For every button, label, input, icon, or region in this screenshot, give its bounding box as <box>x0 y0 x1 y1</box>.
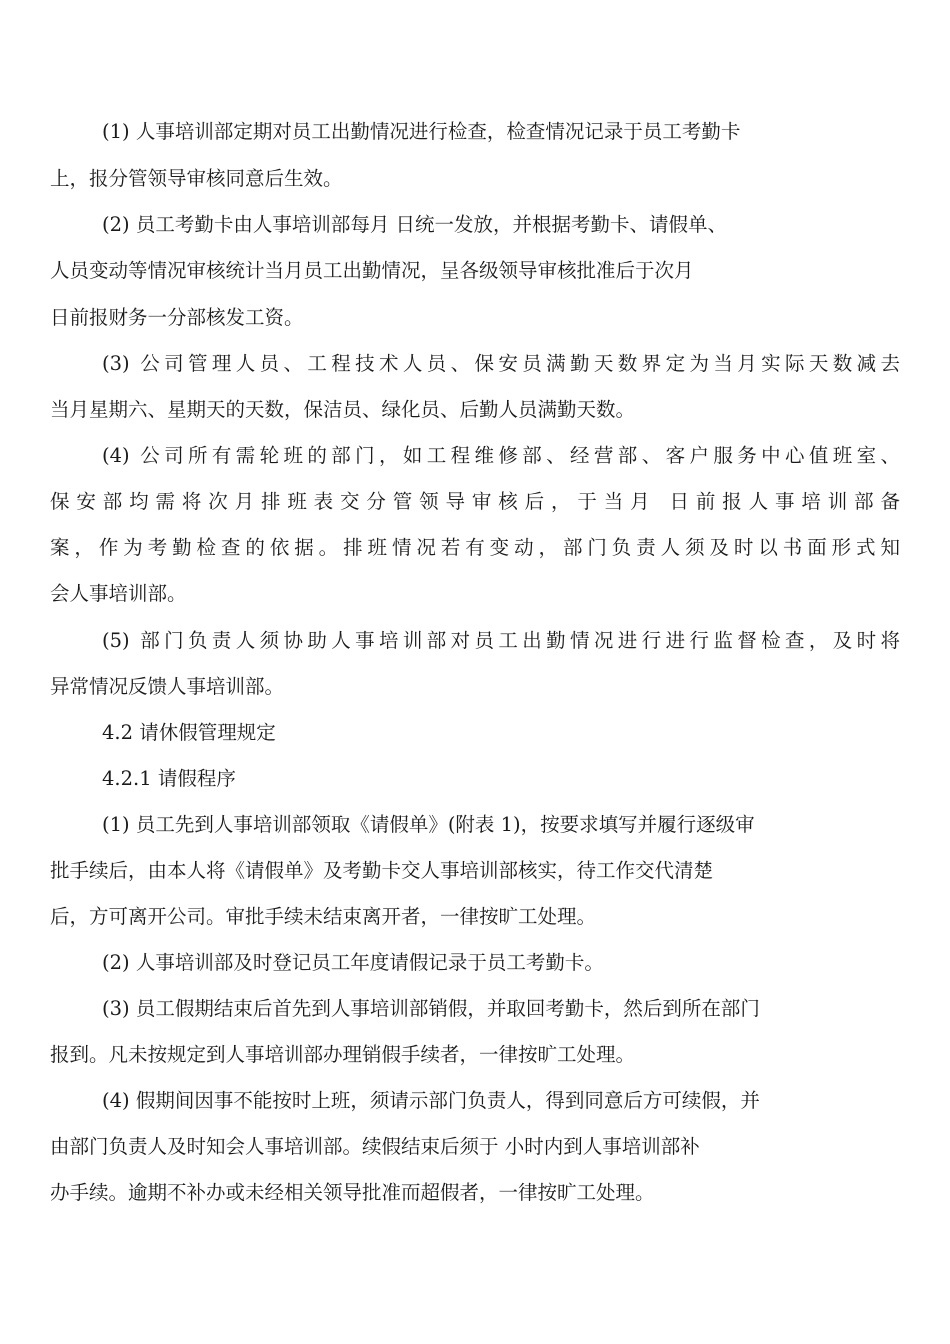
text-line: 异常情况反馈人事培训部。 <box>50 675 285 698</box>
text-line: 报到。凡未按规定到人事培训部办理销假手续者，一律按旷工处理。 <box>50 1043 636 1066</box>
text-line: 案，作为考勤检查的依据。排班情况若有变动，部门负责人须及时以书面形式知 <box>50 536 900 559</box>
text-line: (5) 部门负责人须协助人事培训部对员工出勤情况进行进行监督检查，及时将 <box>102 629 900 652</box>
text-line: (4) 公司所有需轮班的部门，如工程维修部、经营部、客户服务中心值班室、 <box>102 444 900 467</box>
text-line: (1) 员工先到人事培训部领取《请假单》(附表 1)，按要求填写并履行逐级审 <box>102 813 755 836</box>
text-line: 批手续后，由本人将《请假单》及考勤卡交人事培训部核实，待工作交代清楚 <box>50 859 714 882</box>
subsection-heading: 4.2.1 请假程序 <box>102 767 236 790</box>
text-line: 后，方可离开公司。审批手续未结束离开者，一律按旷工处理。 <box>50 905 597 928</box>
text-line: 当月星期六、星期天的天数，保洁员、绿化员、后勤人员满勤天数。 <box>50 398 636 421</box>
text-line: 上，报分管领导审核同意后生效。 <box>50 167 343 190</box>
text-line: (4) 假期间因事不能按时上班，须请示部门负责人，得到同意后方可续假，并 <box>102 1089 760 1112</box>
text-line: (1) 人事培训部定期对员工出勤情况进行检查，检查情况记录于员工考勤卡 <box>102 120 741 143</box>
text-line: 保安部均需将次月排班表交分管领导审核后，于当月 日前报人事培训部备 <box>50 490 900 513</box>
text-line: (3) 员工假期结束后首先到人事培训部销假，并取回考勤卡，然后到所在部门 <box>102 997 760 1020</box>
text-line: 办手续。逾期不补办或未经相关领导批准而超假者，一律按旷工处理。 <box>50 1181 655 1204</box>
text-line: 会人事培训部。 <box>50 582 187 605</box>
text-line: 人员变动等情况审核统计当月员工出勤情况，呈各级领导审核批准后于次月 <box>50 259 694 282</box>
section-heading: 4.2 请休假管理规定 <box>102 721 276 744</box>
text-line: 日前报财务一分部核发工资。 <box>50 306 304 329</box>
text-line: (2) 员工考勤卡由人事培训部每月 日统一发放，并根据考勤卡、请假单、 <box>102 213 728 236</box>
text-line: (2) 人事培训部及时登记员工年度请假记录于员工考勤卡。 <box>102 951 604 974</box>
text-line: (3) 公司管理人员、工程技术人员、保安员满勤天数界定为当月实际天数减去 <box>102 352 900 375</box>
text-line: 由部门负责人及时知会人事培训部。续假结束后须于 小时内到人事培训部补 <box>50 1135 700 1158</box>
